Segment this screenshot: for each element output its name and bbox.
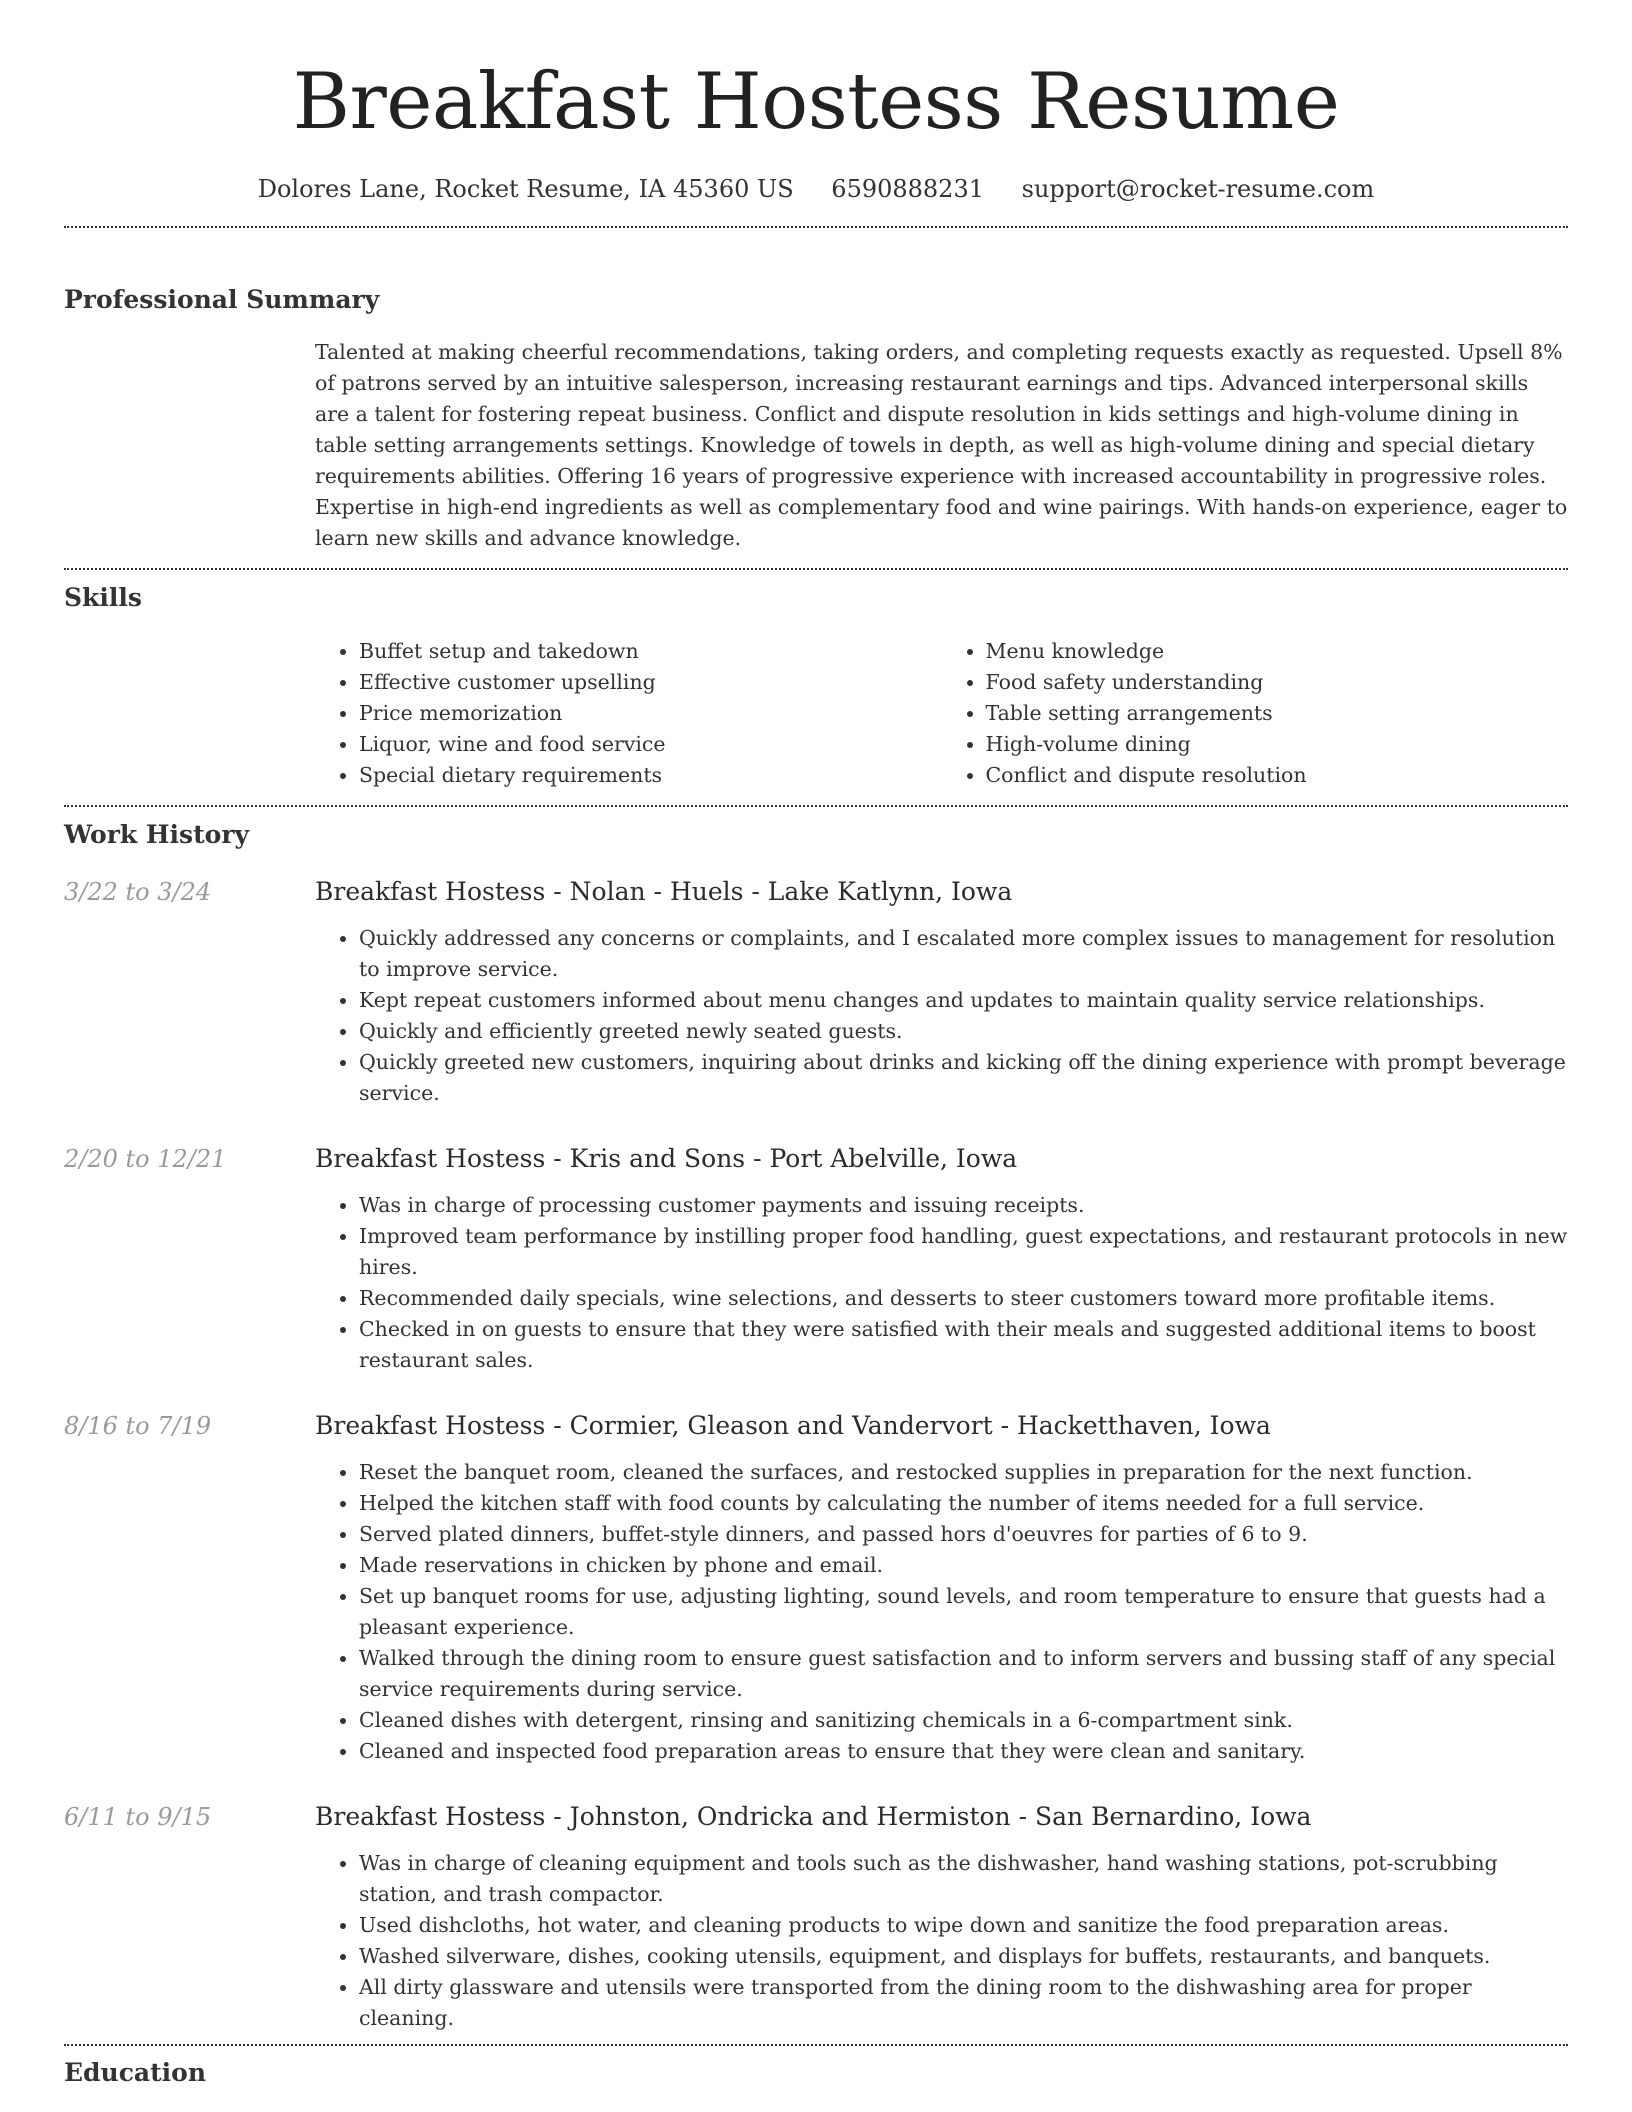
job-bullet: • Was in charge of cleaning equipment and tools such as the dishwasher, hand washing stations, pot-scrubbing station, and trash compactor.: [359, 1848, 1568, 1910]
summary-text: Talented at making cheerful recommendations, taking orders, and completing requests exactly as requested. Upsell 8% of patrons served by an intuitive salesperson, increasing restaurant earnings and tips. Advanced interpersonal skills are a talent for fostering repeat business. Conflict and dispute resolution in kids settings and high-volume dining in table setting arrangements settings. Knowledge of towels in depth, as well as high-volume dining and special dietary requirements abilities. Offering 16 years of progressive experience with increased accountability in progressive roles. Expertise in high-end ingredients as well as complementary food and wine pairings. With hands-on experience, eager to learn new skills and advance knowledge.: [315, 340, 1568, 550]
job-bullet: • Made reservations in chicken by phone and email.: [359, 1550, 1568, 1581]
skill-item: • High-volume dining: [986, 729, 1569, 760]
skills-list-left: [315, 636, 942, 791]
job-bullet: • Quickly and efficiently greeted newly seated guests.: [359, 1016, 1568, 1047]
job-bullet: • Served plated dinners, buffet-style dinners, and passed hors d'oeuvres for parties of 6 to 9.: [359, 1519, 1568, 1550]
summary-section: [64, 283, 1568, 554]
job-bullet: • Cleaned dishes with detergent, rinsing and sanitizing chemicals in a 6-compartment sink.: [359, 1705, 1568, 1736]
job-bullet: • Used dishcloths, hot water, and cleaning products to wipe down and sanitize the food preparation areas.: [359, 1910, 1568, 1941]
skills-grid: [315, 636, 1568, 791]
job-bullets: [315, 923, 1568, 1109]
resume-title: Breakfast Hostess Resume: [292, 57, 1340, 147]
skills-heading: Skills: [64, 583, 142, 612]
skill-item: • Conflict and dispute resolution: [986, 760, 1569, 791]
contact-email: support@rocket-resume.com: [1021, 175, 1375, 203]
summary-heading: Professional Summary: [64, 285, 380, 314]
work-divider: [64, 2044, 1568, 2046]
job-title: Breakfast Hostess - Nolan - Huels - Lake Katlynn, Iowa: [315, 877, 1013, 906]
job-entry: [64, 1409, 1568, 1767]
job-bullet: • Set up banquet rooms for use, adjusting lighting, sound levels, and room temperature to ensure that guests had a pleasant experience.: [359, 1581, 1568, 1643]
contact-phone: 6590888231: [831, 175, 984, 203]
skill-item: • Special dietary requirements: [359, 760, 942, 791]
job-entry: [64, 875, 1568, 1109]
job-bullet: • Quickly addressed any concerns or complaints, and I escalated more complex issues to management for resolution to improve service.: [359, 923, 1568, 985]
work-heading: Work History: [64, 820, 250, 849]
job-entry: [64, 1142, 1568, 1376]
job-title: Breakfast Hostess - Kris and Sons - Port Abelville, Iowa: [315, 1144, 1018, 1173]
job-dates: 2/20 to 12/21: [64, 1145, 227, 1173]
job-bullet: • Walked through the dining room to ensure guest satisfaction and to inform servers and bussing staff of any special service requirements during service.: [359, 1643, 1568, 1705]
contact-address: Dolores Lane, Rocket Resume, IA 45360 US: [257, 175, 794, 203]
skills-section: [64, 581, 1568, 791]
job-bullet: • Was in charge of processing customer payments and issuing receipts.: [359, 1190, 1568, 1221]
skill-item: • Price memorization: [359, 698, 942, 729]
job-header: [64, 1409, 1568, 1443]
skills-divider: [64, 805, 1568, 807]
job-title: Breakfast Hostess - Cormier, Gleason and Vandervort - Hacketthaven, Iowa: [315, 1411, 1271, 1440]
job-header: [64, 1142, 1568, 1176]
job-bullet: • Recommended daily specials, wine selections, and desserts to steer customers toward more profitable items.: [359, 1283, 1568, 1314]
job-bullet: • Helped the kitchen staff with food counts by calculating the number of items needed for a full service.: [359, 1488, 1568, 1519]
skill-item: • Menu knowledge: [986, 636, 1569, 667]
education-heading: Education: [64, 2058, 207, 2087]
job-dates: 6/11 to 9/15: [64, 1803, 212, 1831]
job-bullets: [315, 1457, 1568, 1767]
job-header: [64, 875, 1568, 909]
skill-item: • Liquor, wine and food service: [359, 729, 942, 760]
work-section: [64, 818, 1568, 2034]
job-bullet: • Cleaned and inspected food preparation areas to ensure that they were clean and sanitary.: [359, 1736, 1568, 1767]
summary-divider: [64, 568, 1568, 570]
job-bullets: [315, 1190, 1568, 1376]
job-bullet: • Quickly greeted new customers, inquiring about drinks and kicking off the dining experience with prompt beverage service.: [359, 1047, 1568, 1109]
job-dates: 3/22 to 3/24: [64, 878, 212, 906]
header-divider: [64, 226, 1568, 228]
education-section: [64, 2056, 1568, 2090]
job-bullet: • Washed silverware, dishes, cooking utensils, equipment, and displays for buffets, restaurants, and banquets.: [359, 1941, 1568, 1972]
job-title: Breakfast Hostess - Johnston, Ondricka and Hermiston - San Bernardino, Iowa: [315, 1802, 1312, 1831]
job-header: [64, 1800, 1568, 1834]
skill-item: • Buffet setup and takedown: [359, 636, 942, 667]
skill-item: • Effective customer upselling: [359, 667, 942, 698]
skill-item: • Food safety understanding: [986, 667, 1569, 698]
job-bullet: • Kept repeat customers informed about menu changes and updates to maintain quality service relationships.: [359, 985, 1568, 1016]
job-entry: [64, 1800, 1568, 2034]
job-bullets: [315, 1848, 1568, 2034]
job-bullet: • All dirty glassware and utensils were transported from the dining room to the dishwashing area for proper cleaning.: [359, 1972, 1568, 2034]
job-bullet: • Reset the banquet room, cleaned the surfaces, and restocked supplies in preparation for the next function.: [359, 1457, 1568, 1488]
job-bullet: • Checked in on guests to ensure that they were satisfied with their meals and suggested additional items to boost restaurant sales.: [359, 1314, 1568, 1376]
job-bullet: • Improved team performance by instilling proper food handling, guest expectations, and restaurant protocols in new hires.: [359, 1221, 1568, 1283]
contact-line: [64, 172, 1568, 206]
skill-item: • Table setting arrangements: [986, 698, 1569, 729]
skills-list-right: [942, 636, 1569, 791]
job-dates: 8/16 to 7/19: [64, 1412, 212, 1440]
